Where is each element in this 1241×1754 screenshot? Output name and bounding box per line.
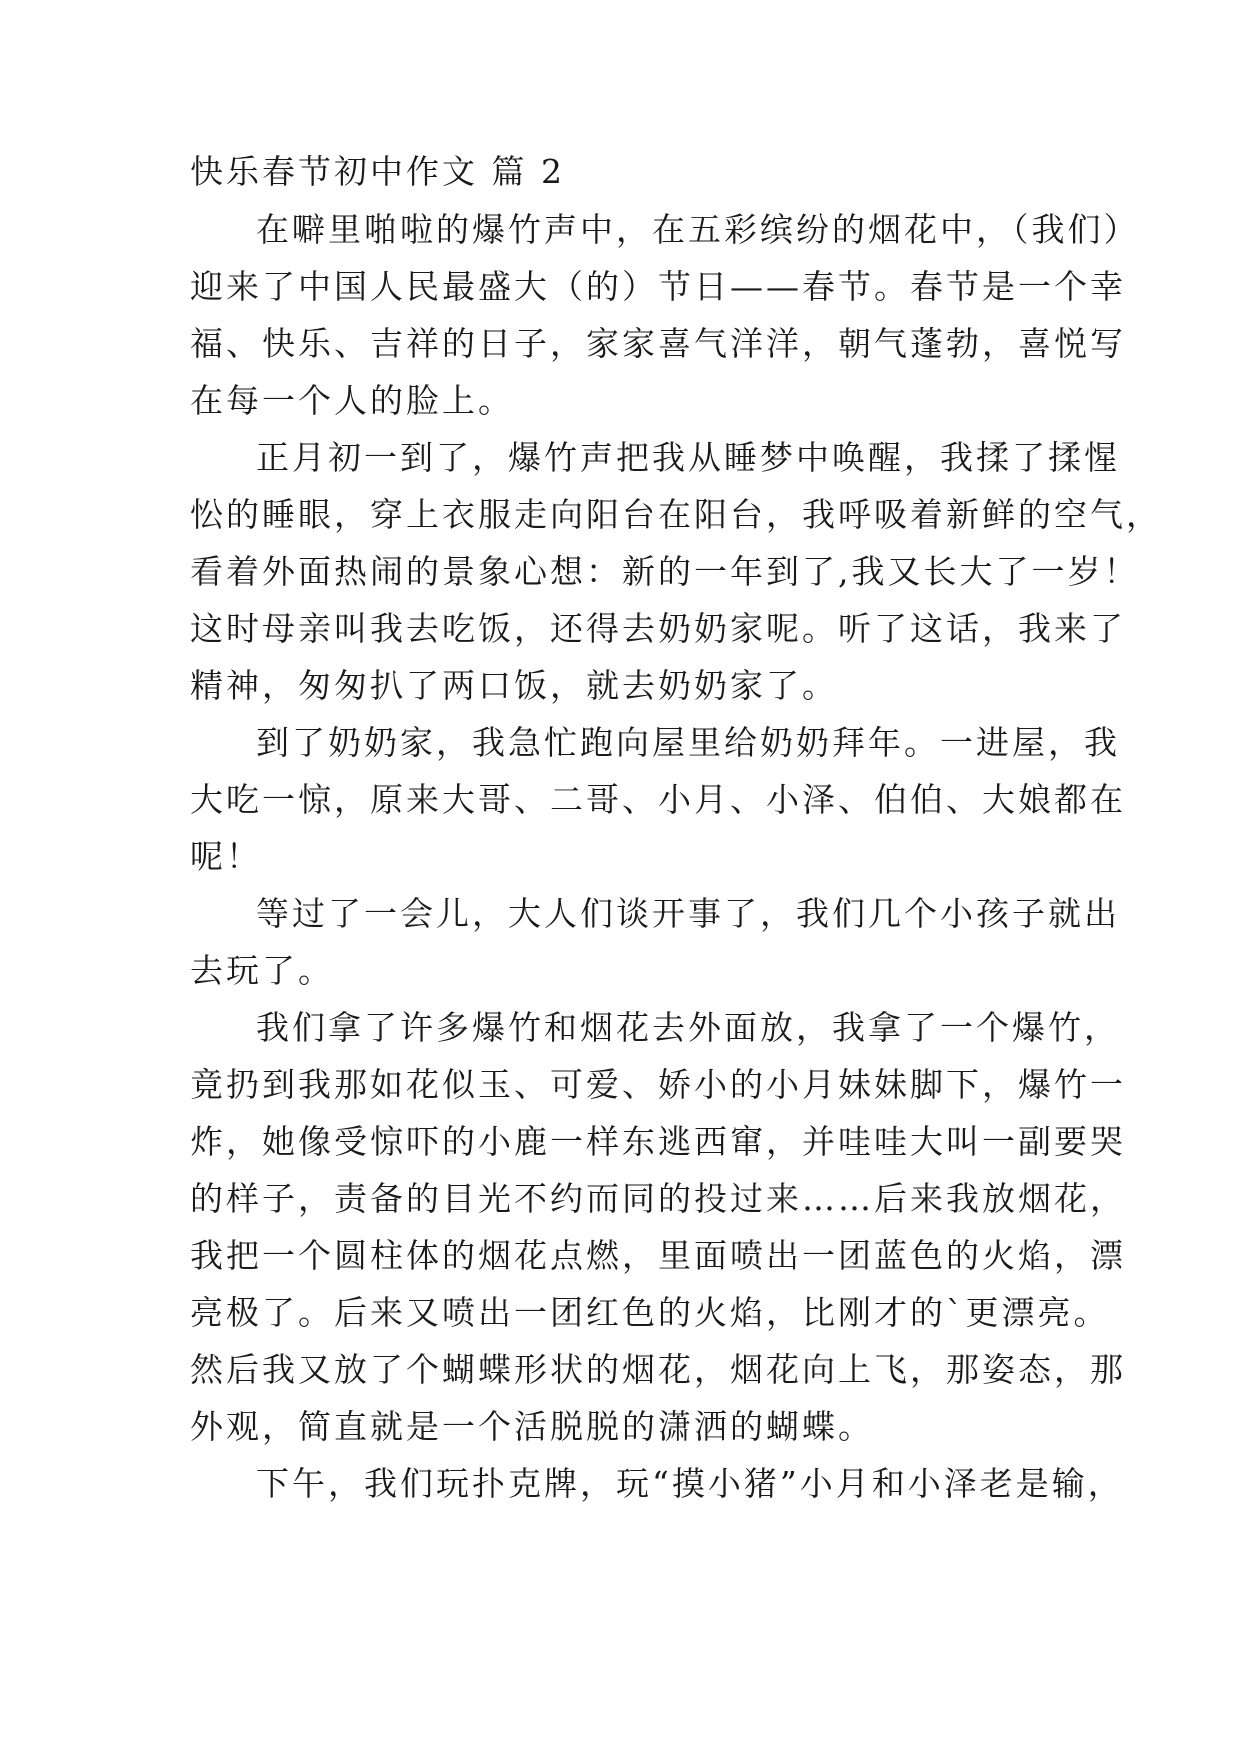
text-line: 在噼里啪啦的爆竹声中，在五彩缤纷的烟花中，（我们） — [256, 210, 1140, 249]
text-line: 然后我又放了个蝴蝶形状的烟花，烟花向上飞，那姿态，那 — [190, 1350, 1126, 1389]
text-line: 外观，简直就是一个活脱脱的潇洒的蝴蝶。 — [190, 1407, 874, 1446]
text-line: 正月初一到了，爆竹声把我从睡梦中唤醒，我揉了揉惺 — [256, 438, 1120, 477]
text-line: 等过了一会儿，大人们谈开事了，我们几个小孩子就出 — [256, 894, 1120, 933]
text-line: 看着外面热闹的景象心想：新的一年到了,我又长大了一岁！ — [190, 552, 1140, 591]
text-line: 的样子，责备的目光不约而同的投过来……后来我放烟花， — [190, 1179, 1126, 1218]
text-line: 炸，她像受惊吓的小鹿一样东逃西窜，并哇哇大叫一副要哭 — [190, 1122, 1126, 1161]
text-line: 这时母亲叫我去吃饭，还得去奶奶家呢。听了这话，我来了 — [190, 609, 1126, 648]
text-line: 去玩了。 — [190, 951, 334, 990]
text-line: 福、快乐、吉祥的日子，家家喜气洋洋，朝气蓬勃，喜悦写 — [190, 324, 1126, 363]
text-line: 迎来了中国人民最盛大（的）节日——春节。春节是一个幸 — [190, 267, 1126, 306]
text-line: 呢！ — [190, 837, 262, 876]
text-line: 下午，我们玩扑克牌，玩“摸小猪”小月和小泽老是输， — [256, 1464, 1124, 1503]
text-line: 在每一个人的脸上。 — [190, 381, 514, 420]
text-line: 我们拿了许多爆竹和烟花去外面放，我拿了一个爆竹， — [256, 1008, 1120, 1047]
text-line: 亮极了。后来又喷出一团红色的火焰，比刚才的`更漂亮。 — [190, 1293, 1110, 1332]
text-line: 忪的睡眼，穿上衣服走向阳台在阳台，我呼吸着新鲜的空气， — [190, 495, 1162, 534]
text-line: 我把一个圆柱体的烟花点燃，里面喷出一团蓝色的火焰，漂 — [190, 1236, 1126, 1275]
text-line: 竟扔到我那如花似玉、可爱、娇小的小月妹妹脚下，爆竹一 — [190, 1065, 1126, 1104]
text-line: 到了奶奶家，我急忙跑向屋里给奶奶拜年。一进屋，我 — [256, 723, 1120, 762]
essay-title: 快乐春节初中作文 篇 2 — [190, 152, 565, 191]
text-line: 精神，匆匆扒了两口饭，就去奶奶家了。 — [190, 666, 838, 705]
text-line: 大吃一惊，原来大哥、二哥、小月、小泽、伯伯、大娘都在 — [190, 780, 1126, 819]
